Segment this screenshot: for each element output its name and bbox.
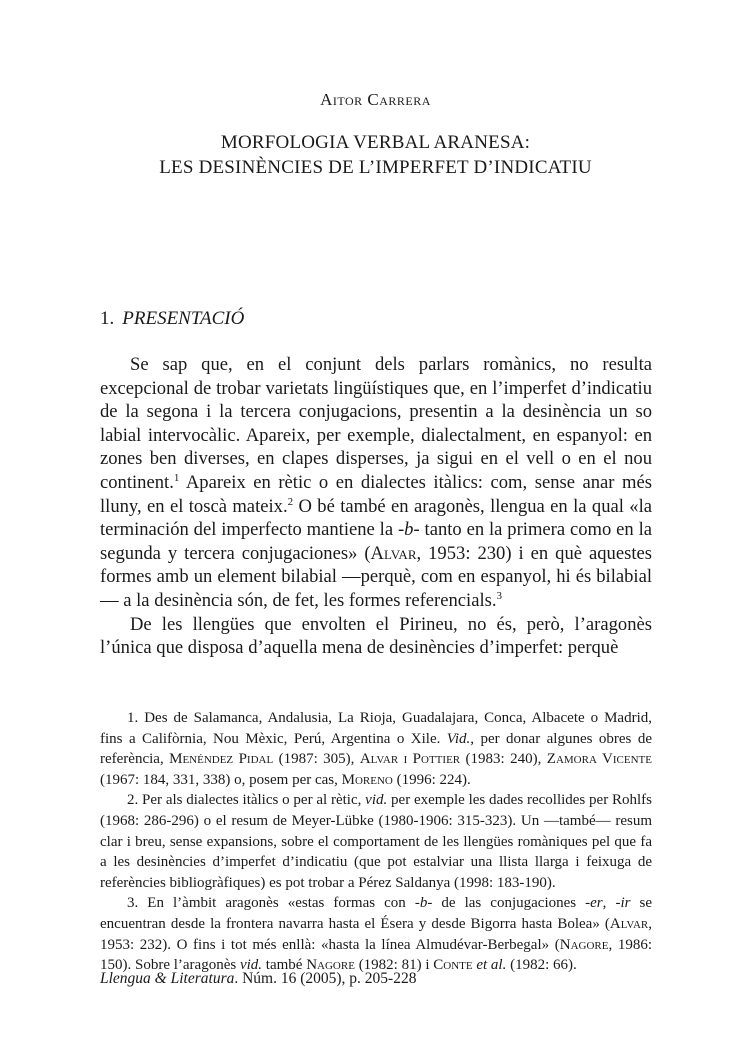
journal-name: Llengua & Literatura (100, 970, 235, 987)
text-run: 1. Des de Salamanca, Andalusia, La Rioja, Guadalajara, Conca, Albacete o Madrid, fins a Califòrnia, Nou Mèxic, Perú, Argentina o Xile. (100, 710, 652, 747)
citation-author: Conte (433, 957, 473, 974)
footnote-ref-1[interactable]: 1 (173, 471, 180, 484)
text-italic: -ir (615, 895, 631, 912)
footnote-2 (100, 790, 652, 893)
text-run: (1987: 305), (273, 751, 360, 768)
italic-morpheme: -b- (397, 519, 420, 541)
citation-author: Alvar (370, 542, 417, 564)
text-italic: Vid. (446, 730, 471, 747)
paragraph-2: De les llengües que envolten el Pirineu, no és, però, l’aragonès l’única que disposa d’aquella mena de desinències d’imperfet: perquè (100, 613, 652, 659)
citation-author: Moreno (341, 771, 393, 788)
text-run: se encuentran desde la frontera navarra hasta el Ésera y desde Bigorra hasta Bolea» ( (100, 895, 652, 932)
body-text (100, 353, 652, 660)
citation-author: Menéndez Pidal (169, 751, 274, 768)
text-run: per exemple les dades recollides per Rohlfs (1968: 286-296) o el resum de Meyer-Lübke (1980-1906: 315-323). Un —també— resum clar i breu, sense expansions, sobre el comportament de les llengües romàniques pel que fa a les desinències d’imperfet d’indicatiu (que pot estalviar una llista llarga i feixuga de referències bibliogràfiques) es pot trobar a Pérez Saldanya (1998: 183-190). (100, 792, 653, 891)
footnote-3 (100, 893, 652, 975)
citation-author: Alvar i Pottier (359, 751, 461, 768)
text-italic: vid. (365, 792, 388, 809)
paragraph-1 (100, 353, 652, 613)
text-run: 3. En l’àmbit aragonès «estas formas con (127, 895, 415, 912)
citation-author: Nagore (306, 957, 355, 974)
citation-author: Zamora Vicente (546, 751, 652, 768)
footnote-1 (100, 708, 652, 790)
text-italic: -er (585, 895, 603, 912)
text-run: (1982: 81) i (354, 957, 434, 974)
section-heading (100, 308, 244, 330)
text-italic: vid. (239, 957, 263, 974)
text-italic: et al. (472, 957, 507, 974)
text-run: Apareix en rètic o en dialectes itàlics: com, sense anar més lluny, en el toscà mateix. (100, 471, 652, 517)
footnotes (100, 708, 652, 976)
text-run: , (602, 895, 616, 912)
page-footer (100, 970, 416, 988)
text-run: , 1986: 150). Sobre l’aragonès (100, 936, 652, 974)
issue-pages: . Núm. 16 (2005), p. 205-228 (234, 970, 417, 987)
citation-author: Nagore (559, 936, 609, 953)
text-run: tanto en la primera como en la segunda y tercera conjugaciones» ( (100, 519, 652, 564)
title-line-2: LES DESINÈNCIES DE L’IMPERFET D’INDICATIU (159, 157, 592, 178)
text-run: (1983: 240), (460, 751, 547, 768)
text-run: (1982: 66). (506, 957, 577, 974)
title-line-1: MORFOLOGIA VERBAL ARANESA: (220, 132, 531, 153)
section-number: 1. (100, 308, 115, 329)
article-title (0, 130, 751, 180)
text-run: (1996: 224). (392, 771, 471, 788)
citation-author: Alvar (609, 915, 649, 932)
text-run: , 1953: 230) i en què aquestes formes amb un element bilabial —perquè, com en espanyol, hi és bilabial— a la desinència són, de fet, les formes referencials. (100, 542, 652, 611)
text-italic: -b- (414, 895, 433, 912)
text-run: de las conjugaciones (432, 895, 586, 912)
text-run: (1967: 184, 331, 338) o, posem per cas, (100, 771, 342, 788)
text-run: 2. Per als dialectes itàlics o per al rètic, (127, 792, 366, 809)
footnote-ref-3[interactable]: 3 (496, 589, 502, 602)
section-name: PRESENTACIÓ (122, 308, 245, 329)
author-name: Aitor Carrera (320, 90, 431, 109)
text-run: , 1953: 232). O fins i tot més enllà: «hasta la línea Almudévar-Berbegal» ( (100, 915, 652, 953)
footnote-ref-2[interactable]: 2 (287, 495, 294, 508)
text-run: O bé també en aragonès, llengua en la qual «la terminación del imperfecto mantiene la (100, 495, 653, 541)
text-run: Se sap que, en el conjunt dels parlars romànics, no resulta excepcional de trobar varietats lingüístiques que, en l’imperfet d’indicatiu de la segona i la tercera conjugacions, presentin a la desinència un so labial intervocàlic. Apareix, per exemple, dialectalment, en espanyol: en zones ben diverses, en clapes disperses, ja sigui en el vell o en el nou continent. (100, 354, 652, 493)
text-run: també (262, 957, 307, 974)
text-run: , per donar algunes obres de referència, (100, 730, 652, 768)
